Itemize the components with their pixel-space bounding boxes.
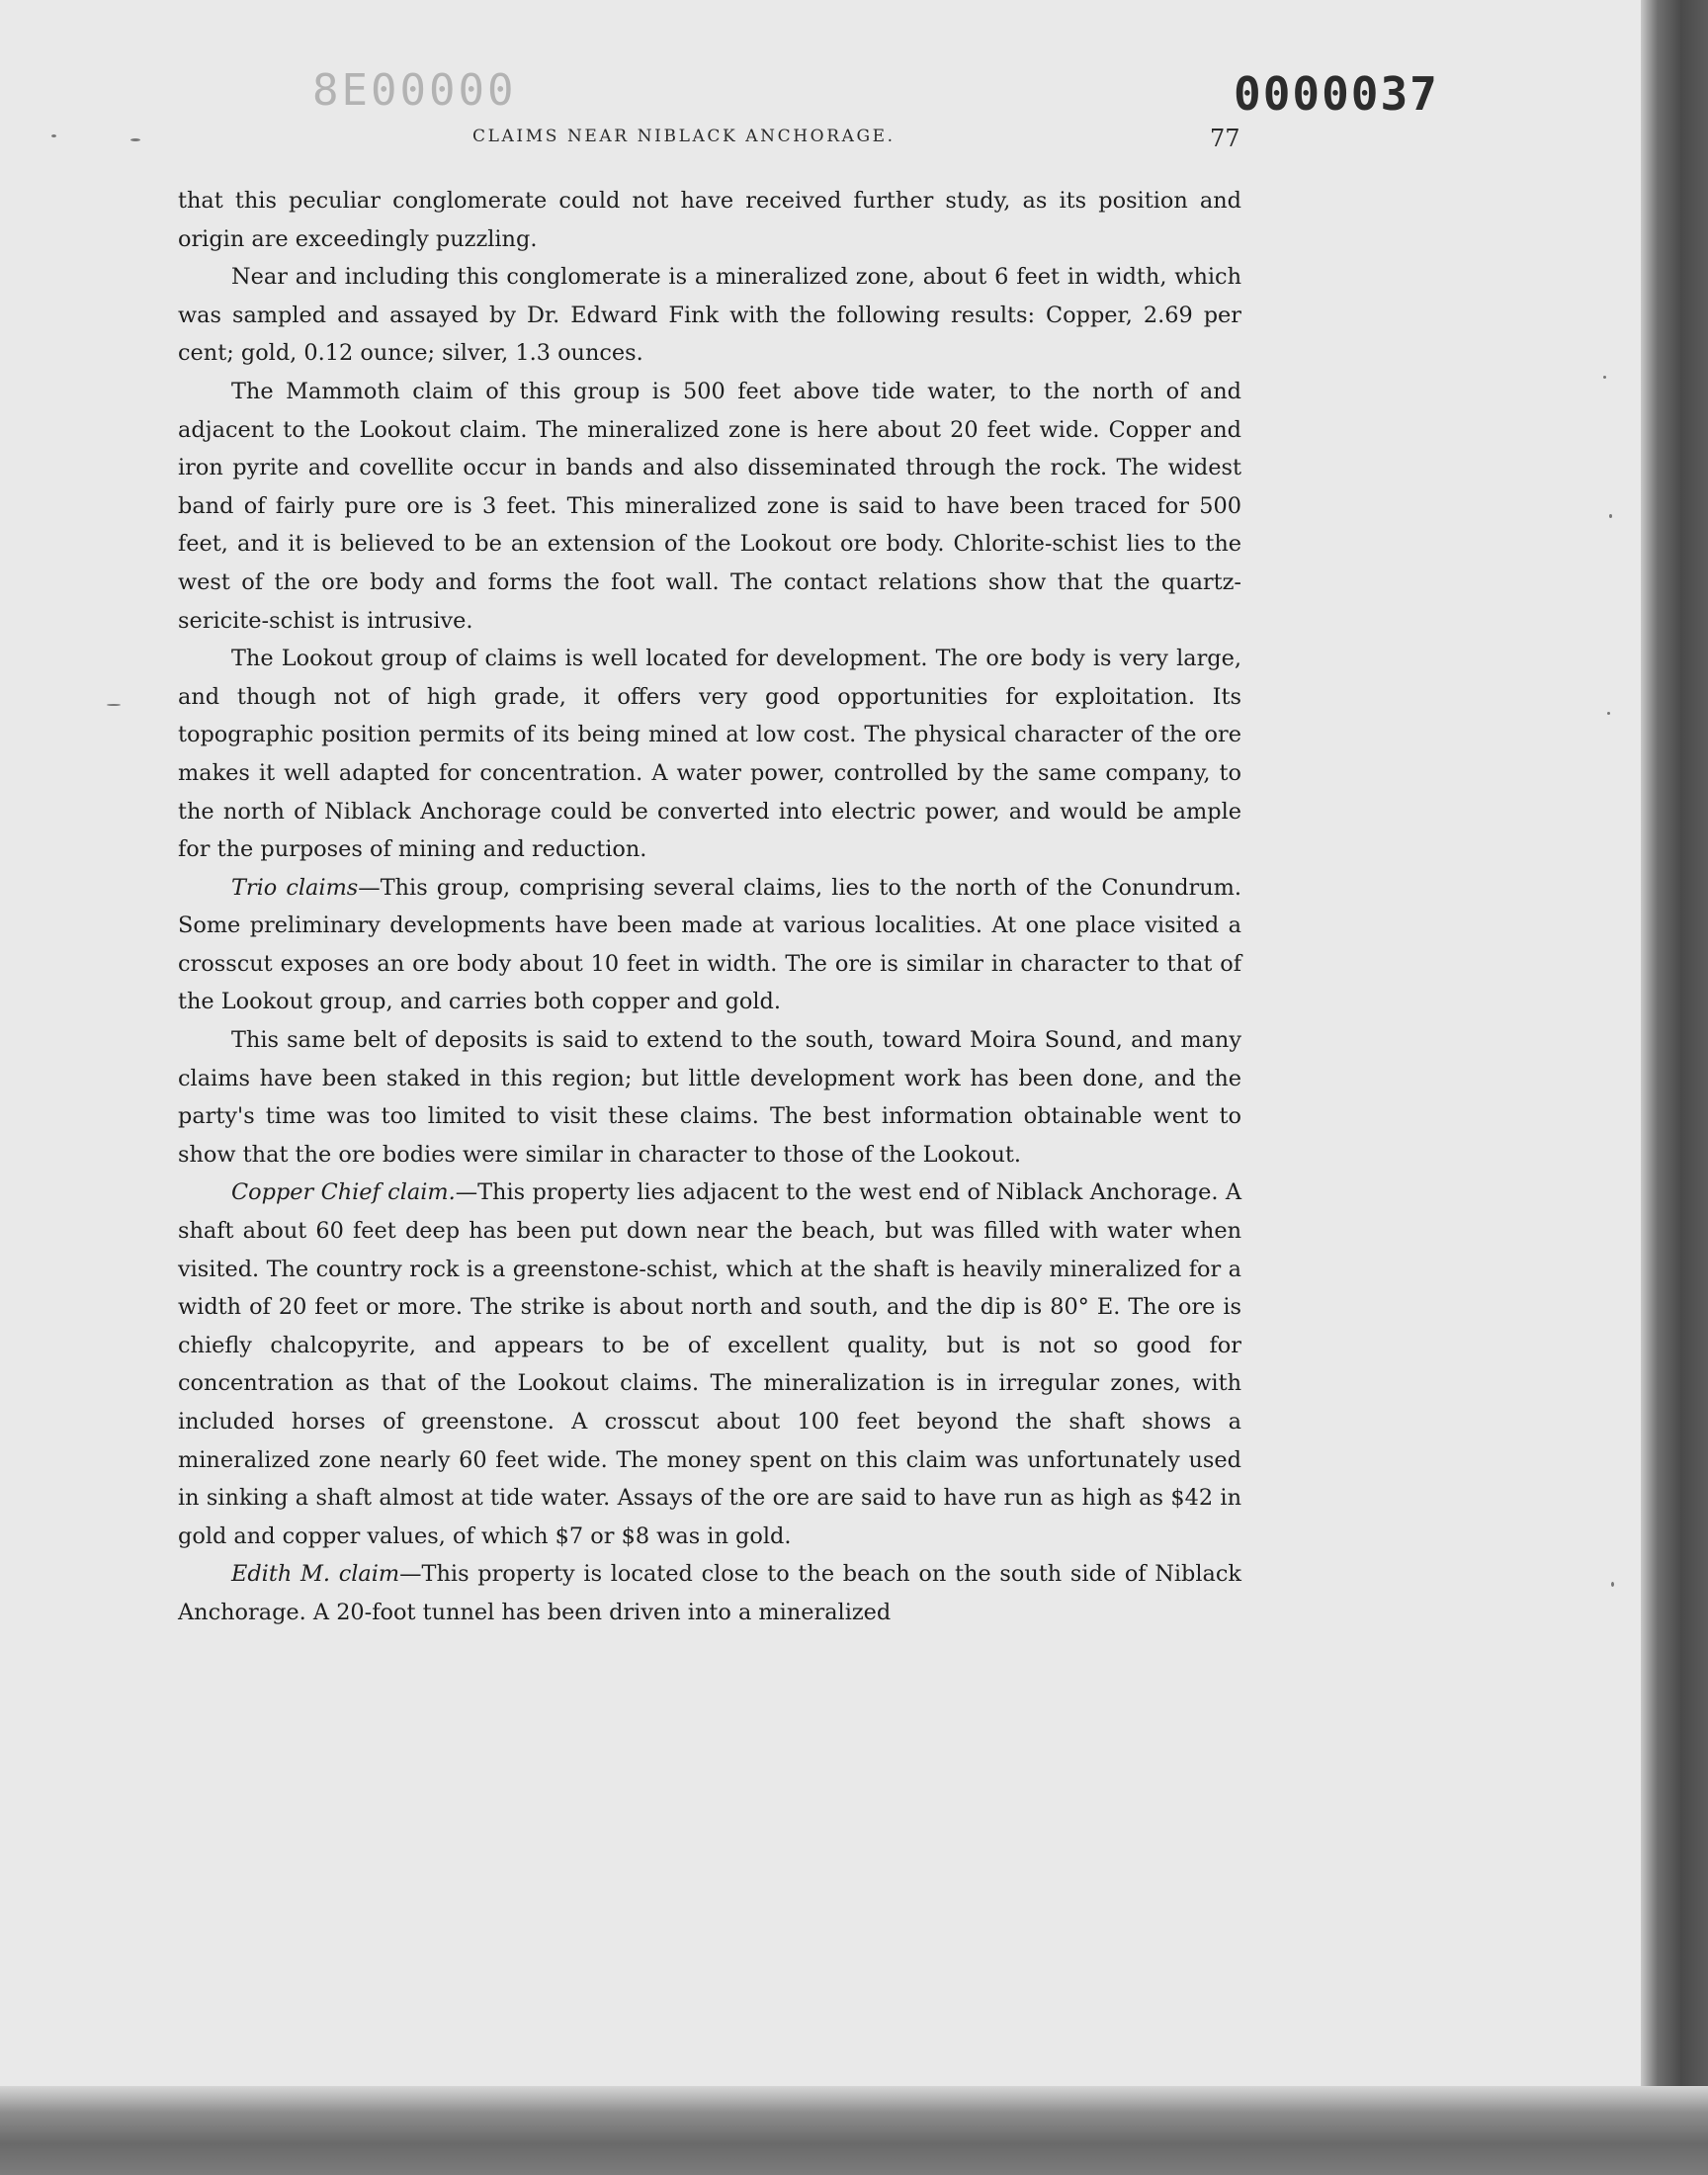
paragraph-4-text: The Lookout group of claims is well located for development. The ore body is very large, and though not of high grade, it offers very good opportunities for exploitation. Its topographic position permits of its being mined at low cost. The physical character of the ore makes it well adapted for concentration. A water power, controlled by the same company, to the north of Niblack Anchorage could be converted into electric power, and would be ample for the purposes of mining and reduction. — [178, 646, 1241, 863]
paragraph-1-text: that this peculiar conglomerate could not have received further study, as its position and origin are exceedingly puzzling. — [178, 188, 1241, 252]
paragraph-7-lead: Copper Chief claim. — [231, 1179, 456, 1206]
paragraph-5-lead: Trio claims — [231, 874, 359, 901]
paragraph-3-text: The Mammoth claim of this group is 500 feet above tide water, to the north of and adjacent to the Lookout claim. The mineralized zone is here about 20 feet wide. Copper and iron pyrite and covellite occur in bands and also disseminated through the rock. The widest band of fairly pure ore is 3 feet. This mineralized zone is said to have been traced for 500 feet, and it is believed to be an extension of the Lookout ore body. Chlorite-schist lies to the west of the ore body and forms the foot wall. The contact relations show that the quartz-sericite-schist is intrusive. — [178, 378, 1241, 634]
stamp-number: 0000037 — [1234, 67, 1439, 121]
paragraph-1 — [178, 182, 1241, 258]
paragraph-trio-claims — [178, 869, 1241, 1021]
scan-speck — [1611, 1582, 1614, 1587]
paragraph-5-text: —This group, comprising several claims, lies to the north of the Conundrum. Some preliminary developments have been made at various localities. At one place visited a crosscut exposes an ore body about 10 feet in width. The ore is similar in character to that of the Lookout group, and carries both copper and gold. — [178, 874, 1241, 1015]
faded-stamp-number: 8E00000 — [312, 65, 517, 116]
scan-edge-bottom — [0, 2086, 1708, 2175]
scan-speck — [51, 134, 56, 137]
scan-speck — [1607, 712, 1610, 715]
paragraph-2 — [178, 258, 1241, 373]
paragraph-8-lead: Edith M. claim — [231, 1561, 400, 1588]
paragraph-4 — [178, 640, 1241, 869]
scan-speck — [1603, 376, 1606, 379]
paragraph-3 — [178, 373, 1241, 640]
scan-speck — [1609, 514, 1612, 518]
paragraph-7-text: —This property lies adjacent to the west end of Niblack Anchorage. A shaft about 60 feet deep has been put down near the beach, but was filled with water when visited. The country rock is a greenstone-schist, which at the shaft is heavily mineralized for a width of 20 feet or more. The strike is about north and south, and the dip is 80° E. The ore is chiefly chalcopyrite, and appears to be of excellent quality, but is not so good for concentration as that of the Lookout claims. The mineralization is in irregular zones, with included horses of greenstone. A crosscut about 100 feet beyond the shaft shows a mineralized zone nearly 60 feet wide. The money spent on this claim was unfortunately used in sinking a shaft almost at tide water. Assays of the ore are said to have run as high as $42 in gold and copper values, of which $7 or $8 was in gold. — [178, 1179, 1241, 1549]
paragraph-6-text: This same belt of deposits is said to extend to the south, toward Moira Sound, and many claims have been staked in this region; but little development work has been done, and the party's time was too limited to visit these claims. The best information obtainable went to show that the ore bodies were similar in character to those of the Lookout. — [178, 1027, 1241, 1168]
page-number: 77 — [1210, 125, 1240, 152]
running-title: CLAIMS NEAR NIBLACK ANCHORAGE. — [472, 127, 896, 146]
paragraph-8-text: —This property is located close to the beach on the south side of Niblack Anchorage. A 20-foot tunnel has been driven into a mineralized — [178, 1561, 1241, 1625]
running-header — [0, 127, 1245, 156]
paragraph-edith-m — [178, 1555, 1241, 1631]
body-text — [178, 182, 1241, 1632]
scan-edge-right — [1641, 0, 1708, 2175]
paragraph-copper-chief — [178, 1174, 1241, 1555]
scan-speck — [130, 138, 140, 141]
paragraph-2-text: Near and including this conglomerate is a mineralized zone, about 6 feet in width, which was sampled and assayed by Dr. Edward Fink with the following results: Copper, 2.69 per cent; gold, 0.12 ounce; silver, 1.3 ounces. — [178, 264, 1241, 367]
scan-speck — [107, 704, 121, 706]
paragraph-6 — [178, 1021, 1241, 1174]
